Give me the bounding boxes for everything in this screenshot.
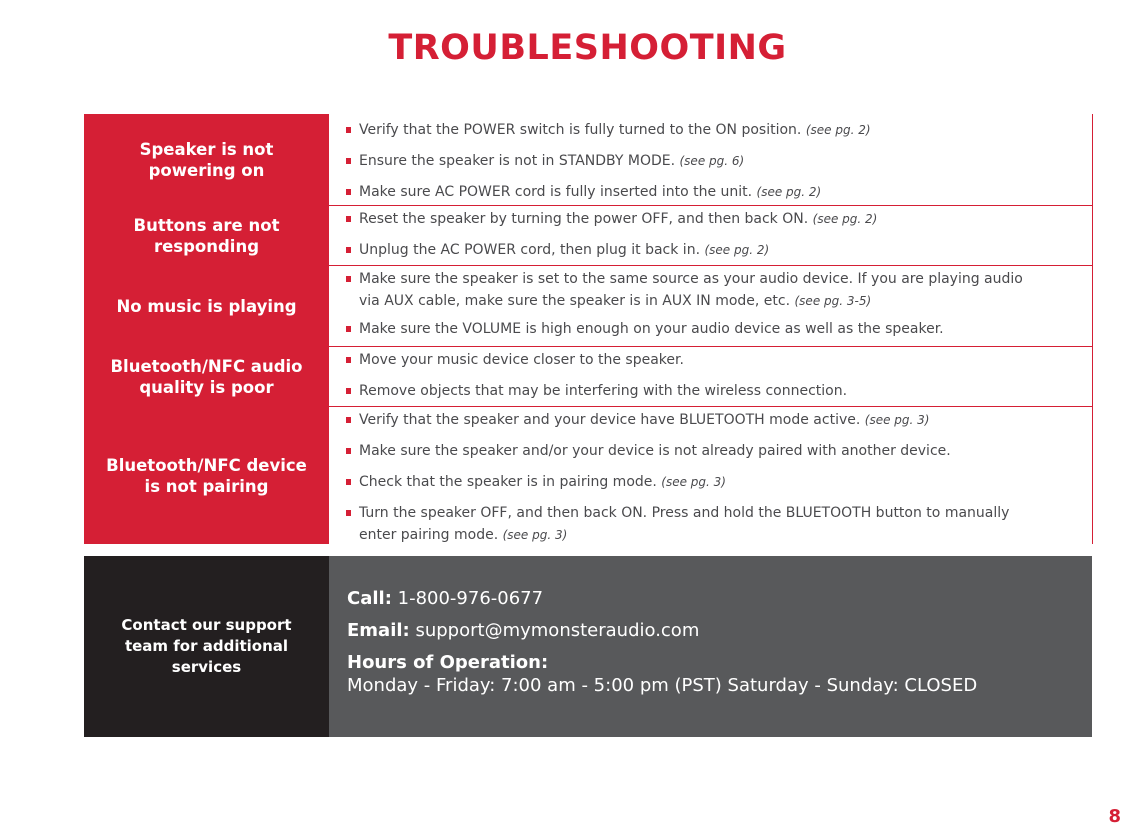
email-label: Email: — [347, 620, 410, 641]
page-reference: (see pg. 3) — [864, 413, 930, 427]
bullet-square-icon — [346, 247, 351, 253]
list-item: Verify that the speaker and your device have BLUETOOTH mode active. (see pg. 3) — [346, 409, 1092, 431]
list-item: Remove objects that may be interfering with the wireless connection. — [346, 380, 1092, 402]
page-reference: (see pg. 3-5) — [794, 294, 872, 308]
email-line — [347, 619, 1092, 642]
steps-list — [329, 206, 1092, 265]
issue-label: Bluetooth/NFC device is not pairing — [84, 407, 329, 544]
contact-info — [329, 556, 1092, 737]
table-row — [84, 206, 1092, 266]
contact-label: Contact our support team for additional services — [84, 556, 329, 737]
page-reference: (see pg. 2) — [812, 212, 878, 226]
bullet-square-icon — [346, 479, 351, 485]
table-row — [84, 266, 1092, 347]
table-row — [84, 407, 1092, 544]
issue-label: Buttons are not responding — [84, 206, 329, 265]
list-item: Make sure the speaker is set to the same source as your audio device. If you are playing audio via AUX cable, make sure the speaker is in AUX IN mode, etc. (see pg. 3-5) — [346, 268, 1092, 312]
list-item: Check that the speaker is in pairing mode. (see pg. 3) — [346, 471, 1092, 493]
call-label: Call: — [347, 588, 392, 609]
list-item: Make sure the VOLUME is high enough on your audio device as well as the speaker. — [346, 318, 1092, 340]
list-item: Ensure the speaker is not in STANDBY MODE. (see pg. 6) — [346, 150, 1092, 172]
issue-label: Speaker is not powering on — [84, 114, 329, 205]
bullet-square-icon — [346, 357, 351, 363]
bullet-square-icon — [346, 388, 351, 394]
steps-list — [329, 407, 1092, 544]
page-reference: (see pg. 2) — [805, 123, 871, 137]
list-item: Unplug the AC POWER cord, then plug it back in. (see pg. 2) — [346, 239, 1092, 261]
hours-value: Monday - Friday: 7:00 am - 5:00 pm (PST) Saturday - Sunday: CLOSED — [347, 675, 978, 696]
bullet-square-icon — [346, 510, 351, 516]
issue-label: No music is playing — [84, 266, 329, 346]
phone-line — [347, 587, 1092, 610]
bullet-square-icon — [346, 276, 351, 282]
email-address[interactable]: support@mymonsteraudio.com — [409, 620, 700, 641]
list-item: Make sure AC POWER cord is fully inserted into the unit. (see pg. 2) — [346, 181, 1092, 203]
page-reference: (see pg. 2) — [704, 243, 770, 257]
steps-list — [329, 347, 1092, 406]
steps-list — [329, 114, 1092, 205]
contact-panel — [84, 556, 1092, 737]
bullet-square-icon — [346, 216, 351, 222]
bullet-square-icon — [346, 158, 351, 164]
bullet-square-icon — [346, 417, 351, 423]
page-number: 8 — [1108, 806, 1121, 827]
bullet-square-icon — [346, 326, 351, 332]
bullet-square-icon — [346, 189, 351, 195]
issue-label: Bluetooth/NFC audio quality is poor — [84, 347, 329, 406]
page-reference: (see pg. 3) — [661, 475, 726, 489]
bullet-square-icon — [346, 127, 351, 133]
troubleshooting-table — [84, 114, 1093, 544]
bullet-square-icon — [346, 448, 351, 454]
table-row — [84, 347, 1092, 407]
table-row — [84, 114, 1092, 206]
page-reference: (see pg. 3) — [502, 528, 568, 542]
list-item: Verify that the POWER switch is fully turned to the ON position. (see pg. 2) — [346, 119, 1092, 141]
steps-list — [329, 266, 1092, 346]
list-item: Make sure the speaker and/or your device is not already paired with another device. — [346, 440, 1092, 462]
list-item: Reset the speaker by turning the power OFF, and then back ON. (see pg. 2) — [346, 208, 1092, 230]
hours-label: Hours of Operation: — [347, 652, 549, 673]
list-item: Move your music device closer to the speaker. — [346, 349, 1092, 371]
phone-number[interactable]: 1-800-976-0677 — [391, 588, 544, 609]
page-reference: (see pg. 2) — [756, 185, 822, 199]
list-item: Turn the speaker OFF, and then back ON. Press and hold the BLUETOOTH button to manually enter pairing mode. (see pg. 3) — [346, 502, 1092, 546]
page-reference: (see pg. 6) — [679, 154, 745, 168]
page-title: TROUBLESHOOTING — [388, 28, 787, 68]
